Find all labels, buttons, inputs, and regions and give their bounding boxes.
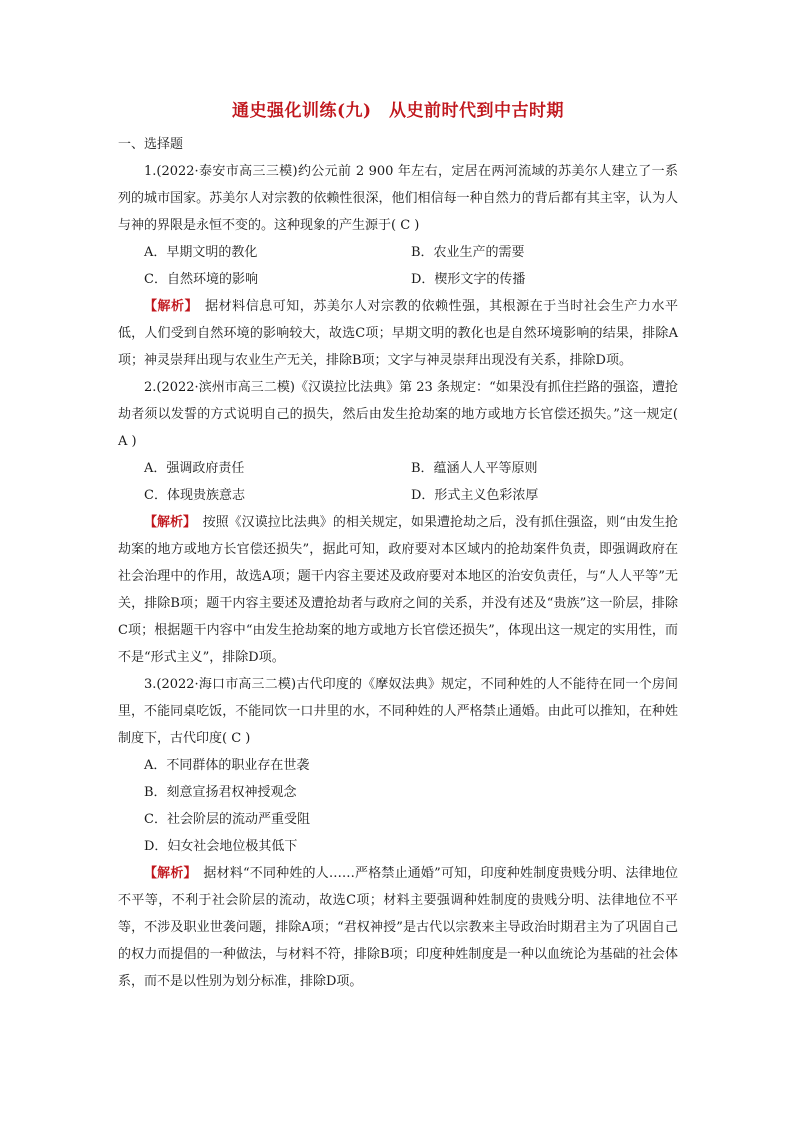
analysis (118, 860, 678, 995)
option-d: D．楔形文字的传播 (411, 272, 526, 287)
analysis (118, 293, 678, 374)
option-c: C．体现贵族意志 (144, 488, 245, 503)
option-d: D．形式主义色彩浓厚 (411, 488, 539, 503)
question-2 (118, 374, 678, 671)
page-title: 通史强化训练(九) 从史前时代到中古时期 (231, 101, 565, 121)
option-a: A．早期文明的教化 (144, 245, 258, 260)
option-c: C．自然环境的影响 (144, 272, 258, 287)
question-3 (118, 671, 678, 995)
option-d: D．妇女社会地位极其低下 (144, 839, 298, 854)
analysis (118, 509, 678, 671)
section-heading: 一、选择题 (118, 137, 184, 152)
option-list (118, 455, 678, 509)
option-list (118, 239, 678, 293)
question-stem: 2.(2022·滨州市高三二模)《汉谟拉比法典》第 23 条规定：“如果没有抓住拦路的强盗，遭抢劫者须以发誓的方式说明自己的损失，然后由发生抢劫案的地方或地方长官偿还损失。”这一规定( A ) (118, 380, 678, 449)
option-b: B．刻意宣扬君权神授观念 (144, 785, 297, 800)
option-b: B．农业生产的需要 (411, 245, 525, 260)
analysis-tag: 【解析】 (144, 866, 191, 881)
option-b: B．蕴涵人人平等原则 (411, 461, 538, 476)
analysis-text: 据材料信息可知，苏美尔人对宗教的依赖性强，其根源在于当时社会生产力水平低，人们受到自然环境的影响较大，故选C项；早期文明的教化也是自然环境影响的结果，排除A项；神灵崇拜出现与农业生产无关，排除B项；文字与神灵崇拜出现没有关系，排除D项。 (118, 299, 678, 368)
analysis-text: 按照《汉谟拉比法典》的相关规定，如果遭抢劫之后，没有抓住强盗，则“由发生抢劫案的地方或地方长官偿还损失”，据此可知，政府要对本区域内的抢劫案件负责，即强调政府在社会治理中的作用，故选A项；题干内容主要述及政府要对本地区的治安负责任，与“人人平等”无关，排除B项；题干内容主要述及遭抢劫者与政府之间的关系，并没有述及“贵族”这一阶层，排除C项；根据题干内容中“由发生抢劫案的地方或地方长官偿还损失”，体现出这一规定的实用性，而不是“形式主义”，排除D项。 (118, 515, 678, 665)
analysis-text: 据材料“不同种姓的人……严格禁止通婚”可知，印度种姓制度贵贱分明、法律地位不平等，不利于社会阶层的流动，故选C项；材料主要强调种姓制度的贵贱分明、法律地位不平等，不涉及职业世袭问题，排除A项；“君权神授”是古代以宗教来主导政治时期君主为了巩固自己的权力而提倡的一种做法，与材料不符，排除B项；印度种姓制度是一种以血统论为基础的社会体系，而不是以性别为划分标准，排除D项。 (118, 866, 678, 989)
question-1 (118, 158, 678, 374)
option-a: A．强调政府责任 (144, 461, 245, 476)
question-stem: 3.(2022·海口市高三二模)古代印度的《摩奴法典》规定，不同种姓的人不能待在同一个房间里，不能同桌吃饭，不能同饮一口井里的水，不同种姓的人严格禁止通婚。由此可以推知，在种姓制度下，古代印度( C ) (118, 677, 678, 746)
question-stem: 1.(2022·泰安市高三三模)约公元前 2 900 年左右，定居在两河流域的苏美尔人建立了一系列的城市国家。苏美尔人对宗教的依赖性很深，他们相信每一种自然力的背后都有其主宰，认为人与神的界限是永恒不变的。这种现象的产生源于( C ) (118, 164, 678, 233)
option-c: C．社会阶层的流动严重受阻 (144, 812, 310, 827)
analysis-tag: 【解析】 (144, 299, 192, 314)
document-page (118, 96, 678, 995)
analysis-tag: 【解析】 (144, 515, 190, 530)
option-list (118, 752, 678, 860)
option-a: A．不同群体的职业存在世袭 (144, 758, 310, 773)
